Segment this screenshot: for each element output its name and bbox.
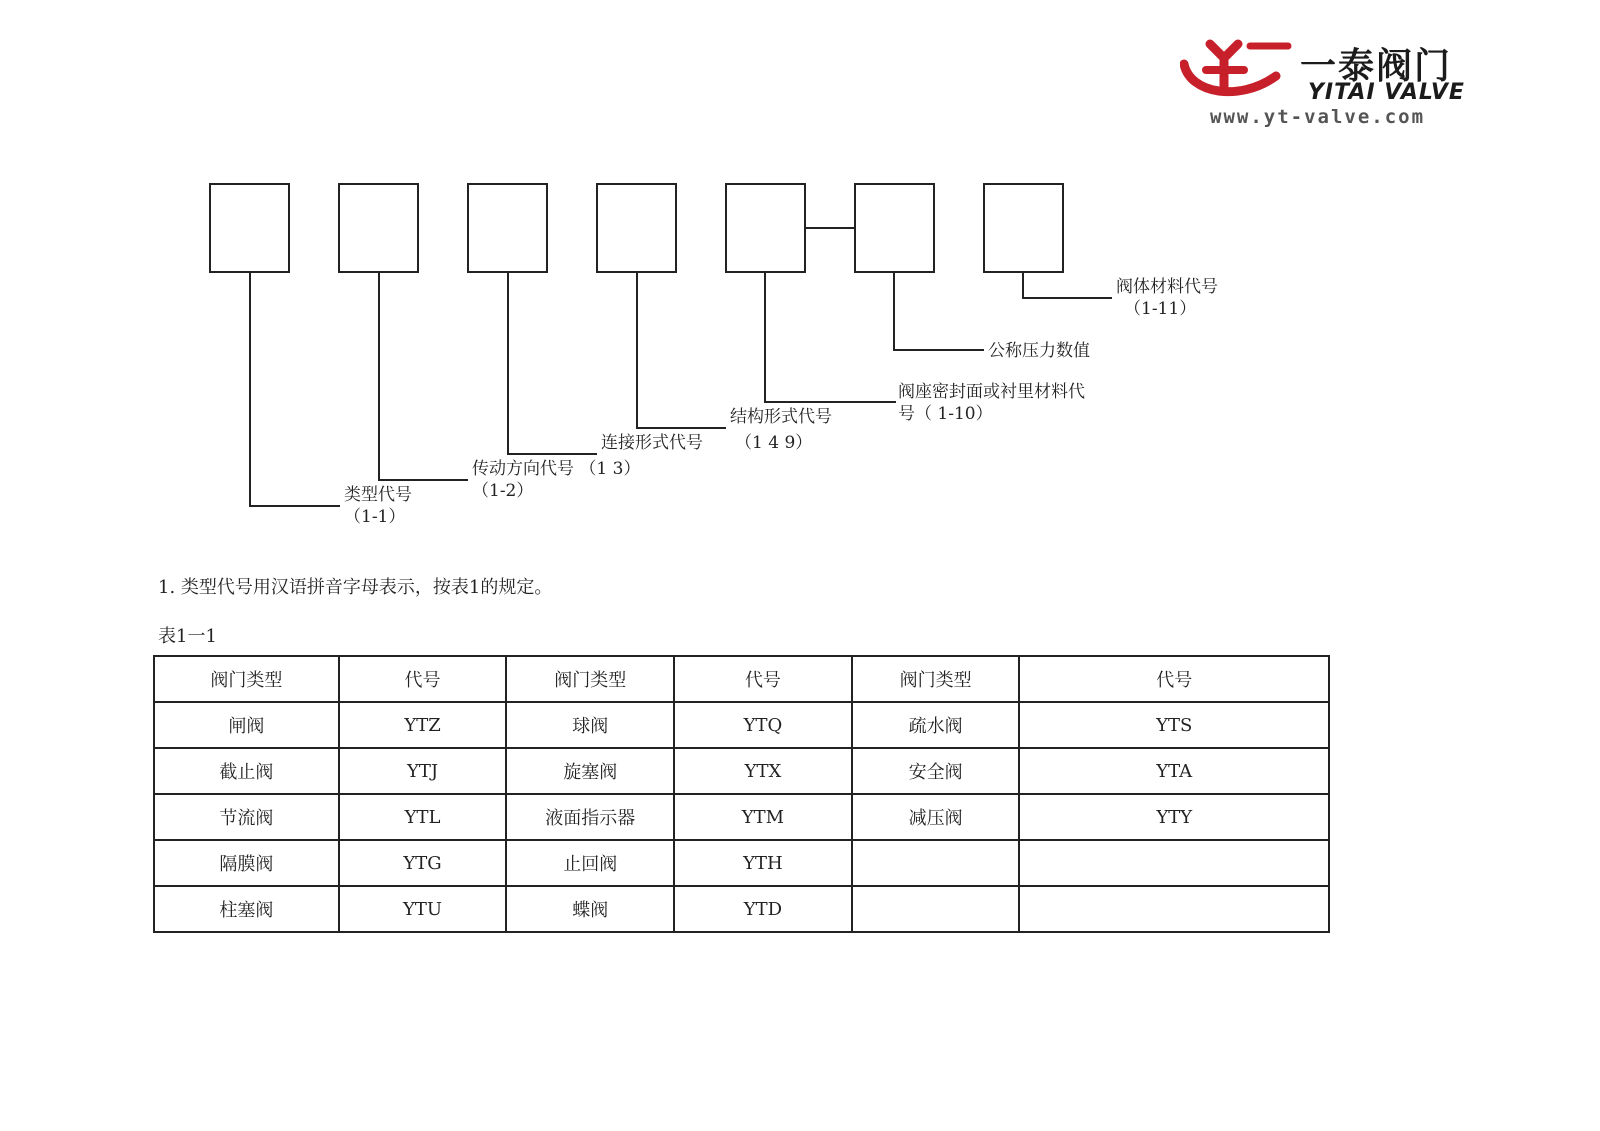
label-structure-code-ref-text: （1 4 9） <box>735 433 813 453</box>
header-valve-type: 阀门类型 <box>852 656 1020 702</box>
table-cell <box>852 886 1020 932</box>
label-seat-material-line2: 号（ 1-10） <box>898 404 993 424</box>
table-cell: YTH <box>674 840 852 886</box>
table-cell: YTL <box>339 794 507 840</box>
table-header-row <box>154 656 1329 702</box>
leader-line-2 <box>379 272 468 480</box>
table-cell: 蝶阀 <box>506 886 674 932</box>
table-cell <box>1019 886 1329 932</box>
table-row <box>154 702 1329 748</box>
table-cell: 节流阀 <box>154 794 339 840</box>
logo-url: www.yt-valve.com <box>1210 106 1426 128</box>
label-connection-code-ref: （1 3） <box>579 459 641 479</box>
model-code-diagram <box>0 0 1600 560</box>
table-row <box>154 886 1329 932</box>
table-row <box>154 840 1329 886</box>
logo-english-name: YITAI VALVE <box>1308 80 1465 105</box>
label-seat-material-code <box>898 381 1085 425</box>
table-cell: 截止阀 <box>154 748 339 794</box>
type-code-description: 1. 类型代号用汉语拼音字母表示，按表1的规定。 <box>158 577 553 598</box>
table-cell: 安全阀 <box>852 748 1020 794</box>
leader-line-5 <box>765 272 896 402</box>
leader-line-4 <box>637 272 726 428</box>
header-valve-type: 阀门类型 <box>154 656 339 702</box>
table-cell: YTQ <box>674 702 852 748</box>
label-drive-code-ref: （1-2） <box>472 481 534 501</box>
label-nominal-pressure <box>988 340 1090 362</box>
label-structure-code <box>730 406 832 428</box>
label-body-material-code <box>1116 276 1218 320</box>
label-seat-material-line1: 阀座密封面或衬里材料代 <box>898 382 1085 402</box>
code-box-2 <box>339 184 418 272</box>
table-cell: YTU <box>339 886 507 932</box>
table-cell: YTA <box>1019 748 1329 794</box>
code-box-3 <box>468 184 547 272</box>
label-body-material-text: 阀体材料代号 <box>1116 277 1218 297</box>
code-box-4 <box>597 184 676 272</box>
table-cell: 闸阀 <box>154 702 339 748</box>
label-structure-code-text: 结构形式代号 <box>730 407 832 427</box>
table-cell: 旋塞阀 <box>506 748 674 794</box>
table-cell: 球阀 <box>506 702 674 748</box>
label-body-material-ref: （1-11） <box>1124 299 1197 319</box>
table-cell: YTG <box>339 840 507 886</box>
header-code: 代号 <box>1019 656 1329 702</box>
label-drive-code <box>472 458 640 502</box>
leader-line-1 <box>250 272 340 506</box>
label-type-code <box>344 484 412 528</box>
table-cell: YTD <box>674 886 852 932</box>
label-connection-code <box>601 432 703 454</box>
table-cell: YTJ <box>339 748 507 794</box>
table-cell: 隔膜阀 <box>154 840 339 886</box>
code-box-5 <box>726 184 805 272</box>
table-cell: 疏水阀 <box>852 702 1020 748</box>
table-cell: 柱塞阀 <box>154 886 339 932</box>
table-cell <box>1019 840 1329 886</box>
table-cell <box>852 840 1020 886</box>
label-type-code-text: 类型代号 <box>344 485 412 505</box>
label-nominal-pressure-text: 公称压力数值 <box>988 341 1090 361</box>
leader-line-7 <box>1023 272 1112 298</box>
header-code: 代号 <box>339 656 507 702</box>
valve-type-code-table <box>153 655 1330 933</box>
header-valve-type: 阀门类型 <box>506 656 674 702</box>
table-caption: 表1一1 <box>158 626 217 647</box>
table-cell: 止回阀 <box>506 840 674 886</box>
label-structure-code-ref <box>735 432 812 454</box>
code-box-7 <box>984 184 1063 272</box>
header-code: 代号 <box>674 656 852 702</box>
label-type-code-ref: （1-1） <box>344 507 406 527</box>
leader-line-3 <box>508 272 597 454</box>
table-row <box>154 748 1329 794</box>
label-connection-code-text: 连接形式代号 <box>601 433 703 453</box>
table-cell: YTZ <box>339 702 507 748</box>
table-cell: YTM <box>674 794 852 840</box>
table-cell: 液面指示器 <box>506 794 674 840</box>
leader-line-6 <box>894 272 984 350</box>
logo-chinese-name: 一泰阀门 <box>1300 46 1453 87</box>
table-cell: YTS <box>1019 702 1329 748</box>
table-cell: YTY <box>1019 794 1329 840</box>
code-box-1 <box>210 184 289 272</box>
code-box-6 <box>855 184 934 272</box>
table-row <box>154 794 1329 840</box>
label-drive-code-text: 传动方向代号 <box>472 459 574 479</box>
table-cell: YTX <box>674 748 852 794</box>
table-cell: 减压阀 <box>852 794 1020 840</box>
